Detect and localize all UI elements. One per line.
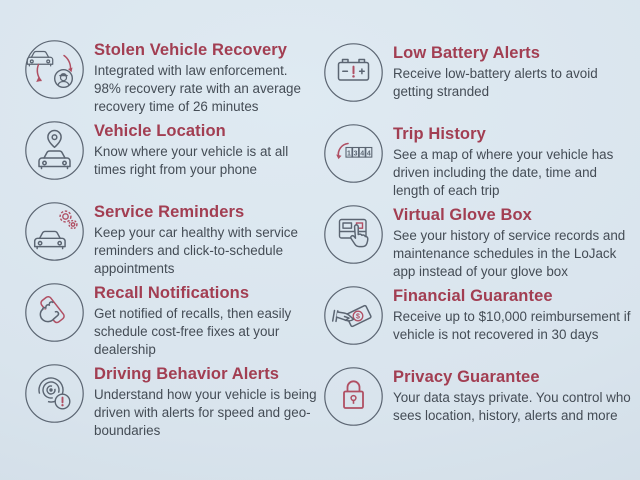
feature-title: Driving Behavior Alerts — [94, 365, 280, 383]
feature-item — [24, 282, 322, 363]
trip-history-icon — [323, 123, 384, 184]
service-reminders-icon — [24, 201, 85, 262]
feature-item — [323, 204, 635, 285]
feature-text — [94, 363, 318, 439]
feature-text — [94, 282, 318, 358]
feature-text — [94, 120, 318, 179]
feature-text — [393, 204, 633, 280]
feature-title: Stolen Vehicle Recovery — [94, 41, 288, 59]
feature-item — [24, 363, 322, 444]
feature-description: Your data stays private. You control who sees location, history, alerts and more — [393, 390, 631, 423]
feature-description: Integrated with law enforcement. 98% recovery rate with an average recovery time of 26 minutes — [94, 63, 301, 114]
features-column-left — [24, 39, 322, 444]
vehicle-location-icon — [24, 120, 85, 181]
feature-item — [323, 366, 635, 447]
feature-title: Service Reminders — [94, 203, 245, 221]
privacy-guarantee-icon — [323, 366, 384, 427]
feature-text — [393, 285, 633, 344]
svg-text:3: 3 — [353, 150, 358, 158]
feature-text — [94, 201, 318, 277]
feature-item — [323, 285, 635, 366]
feature-text — [393, 42, 633, 101]
feature-title: Low Battery Alerts — [393, 44, 540, 62]
svg-text:1: 1 — [347, 150, 351, 158]
feature-item — [24, 120, 322, 201]
feature-text — [393, 123, 633, 199]
feature-title: Recall Notifications — [94, 284, 250, 302]
feature-description: Keep your car healthy with service reminders and click-to-schedule appointments — [94, 225, 298, 276]
feature-item — [24, 201, 322, 282]
feature-item — [323, 123, 635, 204]
feature-description: See a map of where your vehicle has driven including the date, time and length of each trip — [393, 147, 614, 198]
feature-description: Get notified of recalls, then easily schedule cost-free fixes at your dealership — [94, 306, 292, 357]
svg-text:4: 4 — [366, 150, 371, 158]
feature-text — [94, 39, 318, 115]
feature-description: Receive low-battery alerts to avoid getting stranded — [393, 66, 598, 99]
feature-description: Receive up to $10,000 reimbursement if vehicle is not recovered in 30 days — [393, 309, 631, 342]
feature-item — [24, 39, 322, 120]
svg-text:4: 4 — [360, 150, 365, 158]
feature-text — [393, 366, 633, 425]
stolen-vehicle-recovery-icon — [24, 39, 85, 100]
feature-title: Privacy Guarantee — [393, 368, 540, 386]
feature-description: Know where your vehicle is at all times right from your phone — [94, 144, 289, 177]
recall-notifications-icon — [24, 282, 85, 343]
feature-title: Trip History — [393, 125, 486, 143]
financial-guarantee-icon — [323, 285, 384, 346]
feature-title: Financial Guarantee — [393, 287, 553, 305]
feature-title: Virtual Glove Box — [393, 206, 532, 224]
feature-item — [323, 42, 635, 123]
feature-description: See your history of service records and maintenance schedules in the LoJack app instead of your glove box — [393, 228, 626, 279]
driving-behavior-alerts-icon — [24, 363, 85, 424]
features-column-right — [323, 42, 635, 447]
svg-text:$: $ — [356, 313, 360, 321]
virtual-glove-box-icon — [323, 204, 384, 265]
low-battery-alerts-icon — [323, 42, 384, 103]
feature-title: Vehicle Location — [94, 122, 226, 140]
feature-description: Understand how your vehicle is being driven with alerts for speed and geo-boundaries — [94, 387, 317, 438]
